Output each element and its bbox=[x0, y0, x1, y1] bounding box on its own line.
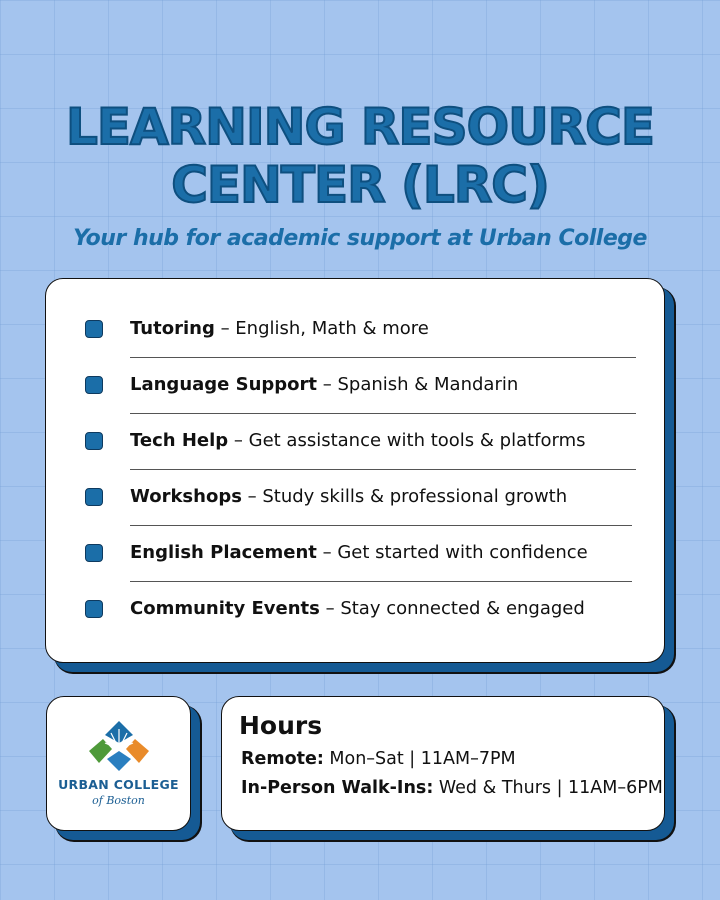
hours-title: Hours bbox=[239, 711, 323, 740]
bullet-icon bbox=[85, 488, 103, 506]
service-item-tech-help bbox=[46, 413, 664, 469]
hours-in-person-value: Wed & Thurs | 11AM–6PM bbox=[433, 778, 663, 798]
service-item-tutoring bbox=[46, 301, 664, 357]
service-desc: – Get assistance with tools & platforms bbox=[228, 430, 586, 451]
hours-remote bbox=[241, 749, 516, 769]
service-item-workshops bbox=[46, 469, 664, 525]
service-item-language-support bbox=[46, 357, 664, 413]
hours-in-person-label: In-Person Walk-Ins: bbox=[241, 778, 434, 798]
service-desc: – Stay connected & engaged bbox=[319, 598, 585, 619]
hours-in-person bbox=[241, 778, 663, 798]
bullet-icon bbox=[85, 320, 103, 338]
title-line-2: CENTER (LRC) bbox=[171, 156, 549, 214]
bullet-icon bbox=[85, 376, 103, 394]
service-name: Tech Help bbox=[130, 430, 229, 451]
service-name: Workshops bbox=[130, 486, 242, 507]
service-desc: – English, Math & more bbox=[214, 318, 429, 339]
services-list bbox=[46, 301, 664, 637]
service-name: Community Events bbox=[130, 598, 320, 619]
service-name: English Placement bbox=[130, 542, 317, 563]
title-line-1: LEARNING RESOURCE bbox=[65, 98, 655, 156]
bullet-icon bbox=[85, 544, 103, 562]
service-name: Tutoring bbox=[130, 318, 215, 339]
hours-remote-value: Mon–Sat | 11AM–7PM bbox=[323, 749, 516, 769]
hours-remote-label: Remote: bbox=[241, 749, 324, 769]
logo-name: URBAN COLLEGE bbox=[58, 777, 179, 792]
service-desc: – Study skills & professional growth bbox=[241, 486, 568, 507]
service-item-english-placement bbox=[46, 525, 664, 581]
urban-college-logo-icon bbox=[85, 719, 153, 773]
logo-card bbox=[46, 696, 191, 831]
page-subtitle: Your hub for academic support at Urban College bbox=[73, 226, 647, 251]
service-name: Language Support bbox=[130, 374, 318, 395]
service-item-community-events bbox=[46, 581, 664, 637]
bullet-icon bbox=[85, 432, 103, 450]
service-desc: – Spanish & Mandarin bbox=[317, 374, 519, 395]
bullet-icon bbox=[85, 600, 103, 618]
page-title bbox=[0, 98, 720, 214]
service-desc: – Get started with confidence bbox=[316, 542, 588, 563]
hours-card bbox=[221, 696, 665, 831]
logo-subtitle: of Boston bbox=[92, 794, 145, 807]
services-card bbox=[45, 278, 665, 663]
